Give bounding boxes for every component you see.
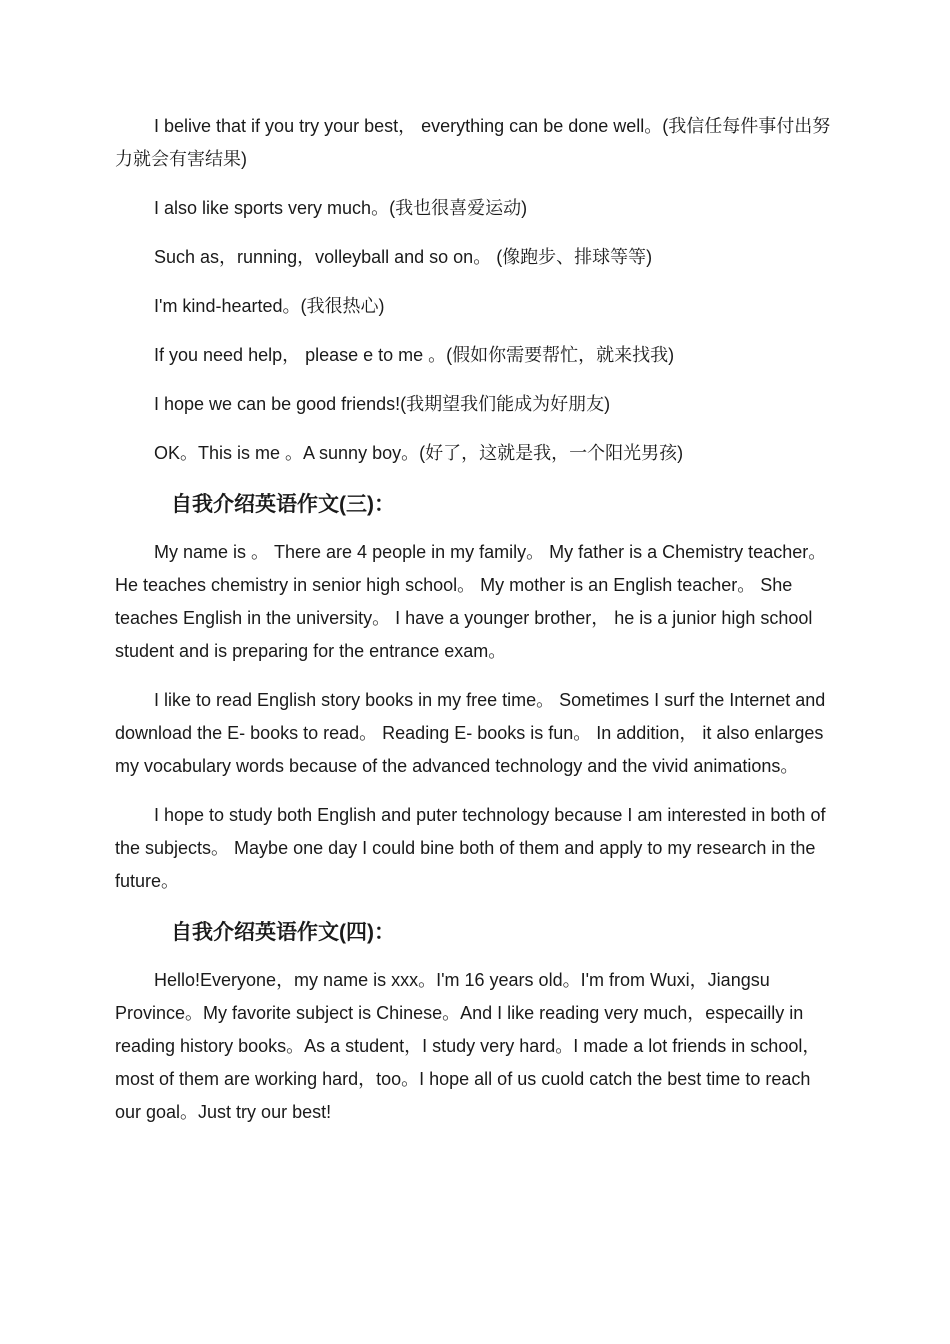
- paragraph: I hope to study both English and puter technology because I am interested in both of the subjects。 Maybe one day I could bine both of them and apply to my research in the future。: [115, 805, 831, 891]
- paragraph: Such as，running，volleyball and so on。 (像跑步、排球等等): [154, 247, 653, 267]
- paragraph: I also like sports very much。(我也很喜爱运动): [154, 198, 528, 218]
- paragraph: OK。This is me 。A sunny boy。(好了，这就是我，一个阳光男孩): [154, 443, 684, 463]
- section-heading: 自我介绍英语作文(三)：: [171, 493, 395, 516]
- document-page: [115, 110, 837, 1145]
- paragraph: I hope we can be good friends!(我期望我们能成为好朋友): [154, 394, 611, 414]
- section-essay-four: [115, 914, 837, 1129]
- paragraph: I like to read English story books in my free time。 Sometimes I surf the Internet and download the E- books to read。 Reading E- books is fun。 In addition， it also enlarges my vocabulary words because of the advanced technology and the vivid animations。: [115, 690, 831, 776]
- paragraph: I'm kind-hearted。(我很热心): [154, 296, 385, 316]
- section-intro-continued: [115, 110, 837, 470]
- section-heading: 自我介绍英语作文(四)：: [171, 921, 395, 944]
- section-essay-three: [115, 486, 837, 898]
- paragraph: If you need help， please e to me 。(假如你需要帮忙，就来找我): [154, 345, 675, 365]
- paragraph: My name is 。 There are 4 people in my family。 My father is a Chemistry teacher。 He teaches chemistry in senior high school。 My mother is an English teacher。 She teaches English in the university。 I have a younger brother， he is a junior high school student and is preparing for the entrance exam。: [115, 542, 832, 661]
- paragraph: Hello!Everyone，my name is xxx。I'm 16 years old。I'm from Wuxi，Jiangsu Province。My favorite subject is Chinese。And I like reading very much，especailly in reading history books。As a student，I study very hard。I made a lot friends in school，most of them are working hard，too。I hope all of us cuold catch the best time to reach our goal。Just try our best!: [115, 970, 821, 1122]
- paragraph: I belive that if you try your best， everything can be done well。(我信任每件事付出努力就会有害结果): [115, 116, 831, 169]
